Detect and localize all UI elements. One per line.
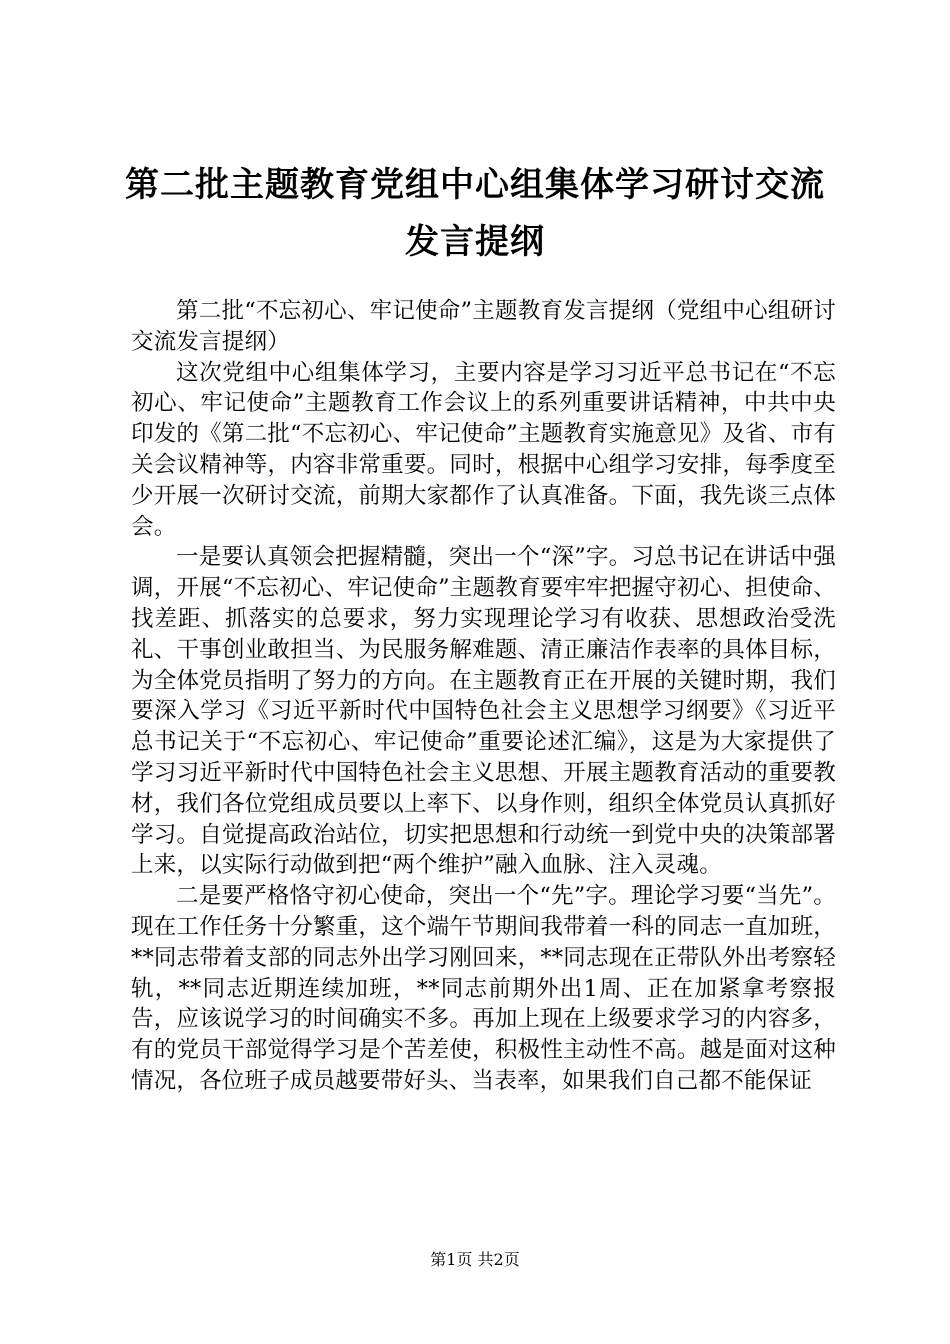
page-footer: 第1页 共2页 [430, 1250, 520, 1269]
body-paragraph-subtitle: 第二批“不忘初心、牢记使命”主题教育发言提纲（党组中心组研讨交流发言提纲） [131, 298, 836, 355]
document-title-line-1: 第二批主题教育党组中心组集体学习研讨交流 [125, 165, 825, 205]
document-title-line-2: 发言提纲 [405, 222, 545, 262]
document-body [131, 296, 836, 1097]
body-paragraph-intro: 这次党组中心组集体学习，主要内容是学习习近平总书记在“不忘初心、牢记使命”主题教育工作会议上的系列重要讲话精神，中共中央印发的《第二批“不忘初心、牢记使命”主题教育实施意见》及省、市有关会议精神等，内容非常重要。同时，根据中心组学习安排，每季度至少开展一次研讨交流，前期大家都作了认真准备。下面，我先谈三点体会。 [131, 359, 836, 540]
body-paragraph-point-two: 二是要严格恪守初心使命，突出一个“先”字。理论学习要“当先”。现在工作任务十分繁重，这个端午节期间我带着一科的同志一直加班，**同志带着支部的同志外出学习刚回来，**同志现在正带队外出考察轻轨，**同志近期连续加班，**同志前期外出1周、正在加紧拿考察报告，应该说学习的时间确实不多。再加上现在上级要求学习的内容多，有的党员干部觉得学习是个苦差使，积极性主动性不高。越是面对这种情况，各位班子成员越要带好头、当表率，如果我们自己都不能保证 [131, 883, 836, 1094]
body-paragraph-point-one: 一是要认真领会把握精髓，突出一个“深”字。习总书记在讲话中强调，开展“不忘初心、牢记使命”主题教育要牢牢把握守初心、担使命、找差距、抓落实的总要求，努力实现理论学习有收获、思想政治受洗礼、干事创业敢担当、为民服务解难题、清正廉洁作表率的具体目标，为全体党员指明了努力的方向。在主题教育正在开展的关键时期，我们要深入学习《习近平新时代中国特色社会主义思想学习纲要》《习近平总书记关于“不忘初心、牢记使命”重要论述汇编》，这是为大家提供了学习习近平新时代中国特色社会主义思想、开展主题教育活动的重要教材，我们各位党组成员要以上率下、以身作则，组织全体党员认真抓好学习。自觉提高政治站位，切实把思想和行动统一到党中央的决策部署上来，以实际行动做到把“两个维护”融入血脉、注入灵魂。 [131, 544, 836, 879]
